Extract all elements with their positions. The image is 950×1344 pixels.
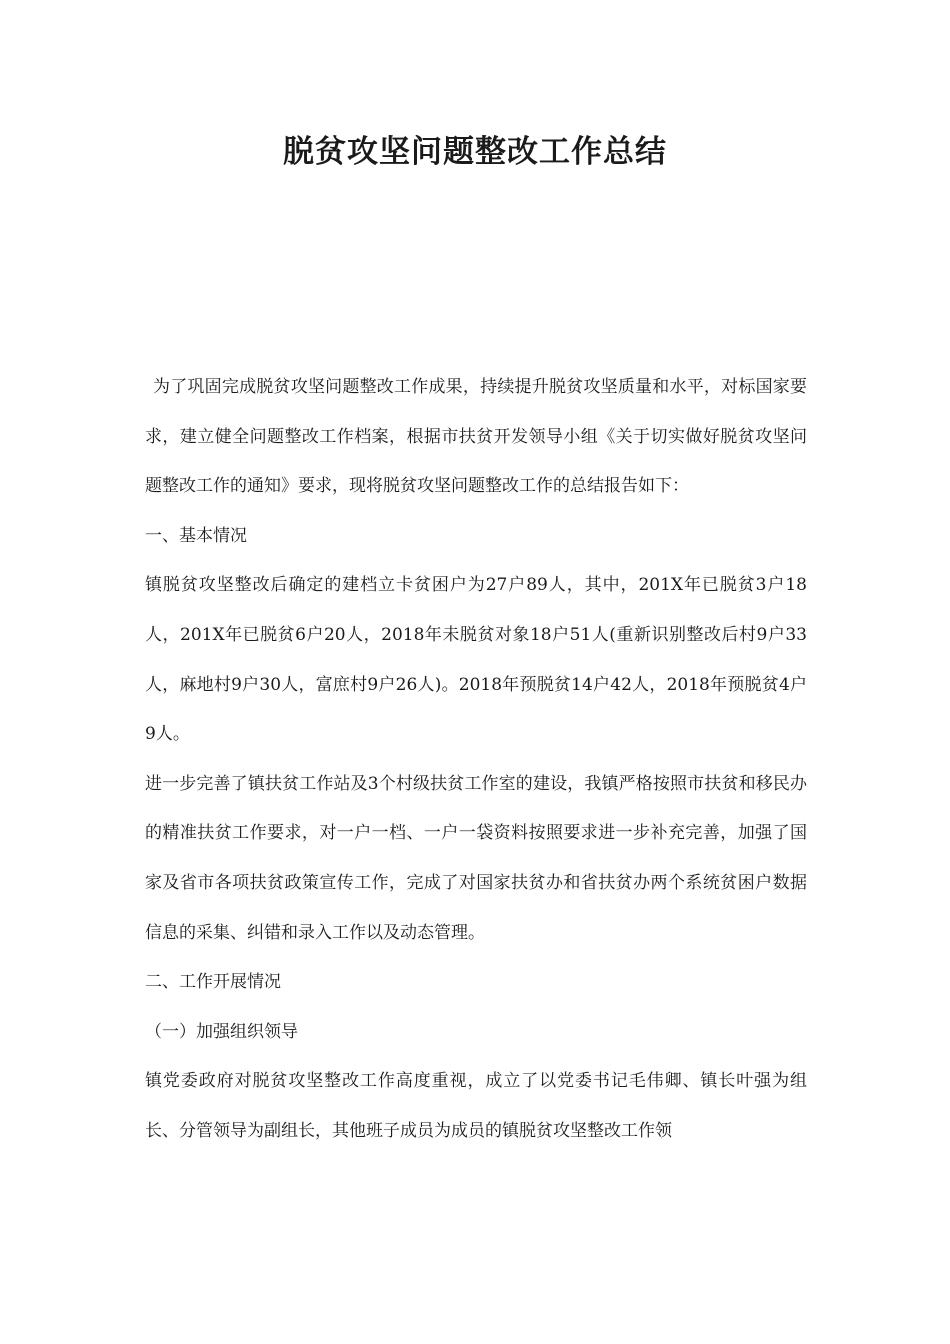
document-title: 脱贫攻坚问题整改工作总结	[283, 134, 667, 170]
intro-paragraph: 为了巩固完成脱贫攻坚问题整改工作成果，持续提升脱贫攻坚质量和水平，对标国家要求，建立健全问题整改工作档案，根据市扶贫开发领导小组《关于切实做好脱贫攻坚问题整改工作的通知》要求，现将脱贫攻坚问题整改工作的总结报告如下：	[145, 377, 807, 497]
workstation-paragraph: 进一步完善了镇扶贫工作站及3个村级扶贫工作室的建设，我镇严格按照市扶贫和移民办的精准扶贫工作要求，对一户一档、一户一袋资料按照要求进一步补充完善，加强了国家及省市各项扶贫政策宣传工作，完成了对国家扶贫办和省扶贫办两个系统贫困户数据信息的采集、纠错和录入工作以及动态管理。	[145, 773, 807, 943]
basic-situation-paragraph: 镇脱贫攻坚整改后确定的建档立卡贫困户为27户89人，其中，201X年已脱贫3户18人，201X年已脱贫6户20人，2018年未脱贫对象18户51人(重新识别整改后村9户33人，麻地村9户30人，富庶村9户26人)。2018年预脱贫14户42人，2018年预脱贫4户9人。	[145, 575, 807, 745]
document-body	[145, 363, 807, 1157]
section-heading-work-progress: 二、工作开展情况	[145, 972, 281, 993]
subsection-heading-organization: （一）加强组织领导	[145, 1021, 298, 1042]
section-heading-basic-situation: 一、基本情况	[145, 525, 247, 546]
organization-paragraph: 镇党委政府对脱贫攻坚整改工作高度重视，成立了以党委书记毛伟卿、镇长叶强为组长、分管领导为副组长，其他班子成员为成员的镇脱贫攻坚整改工作领	[145, 1071, 807, 1141]
